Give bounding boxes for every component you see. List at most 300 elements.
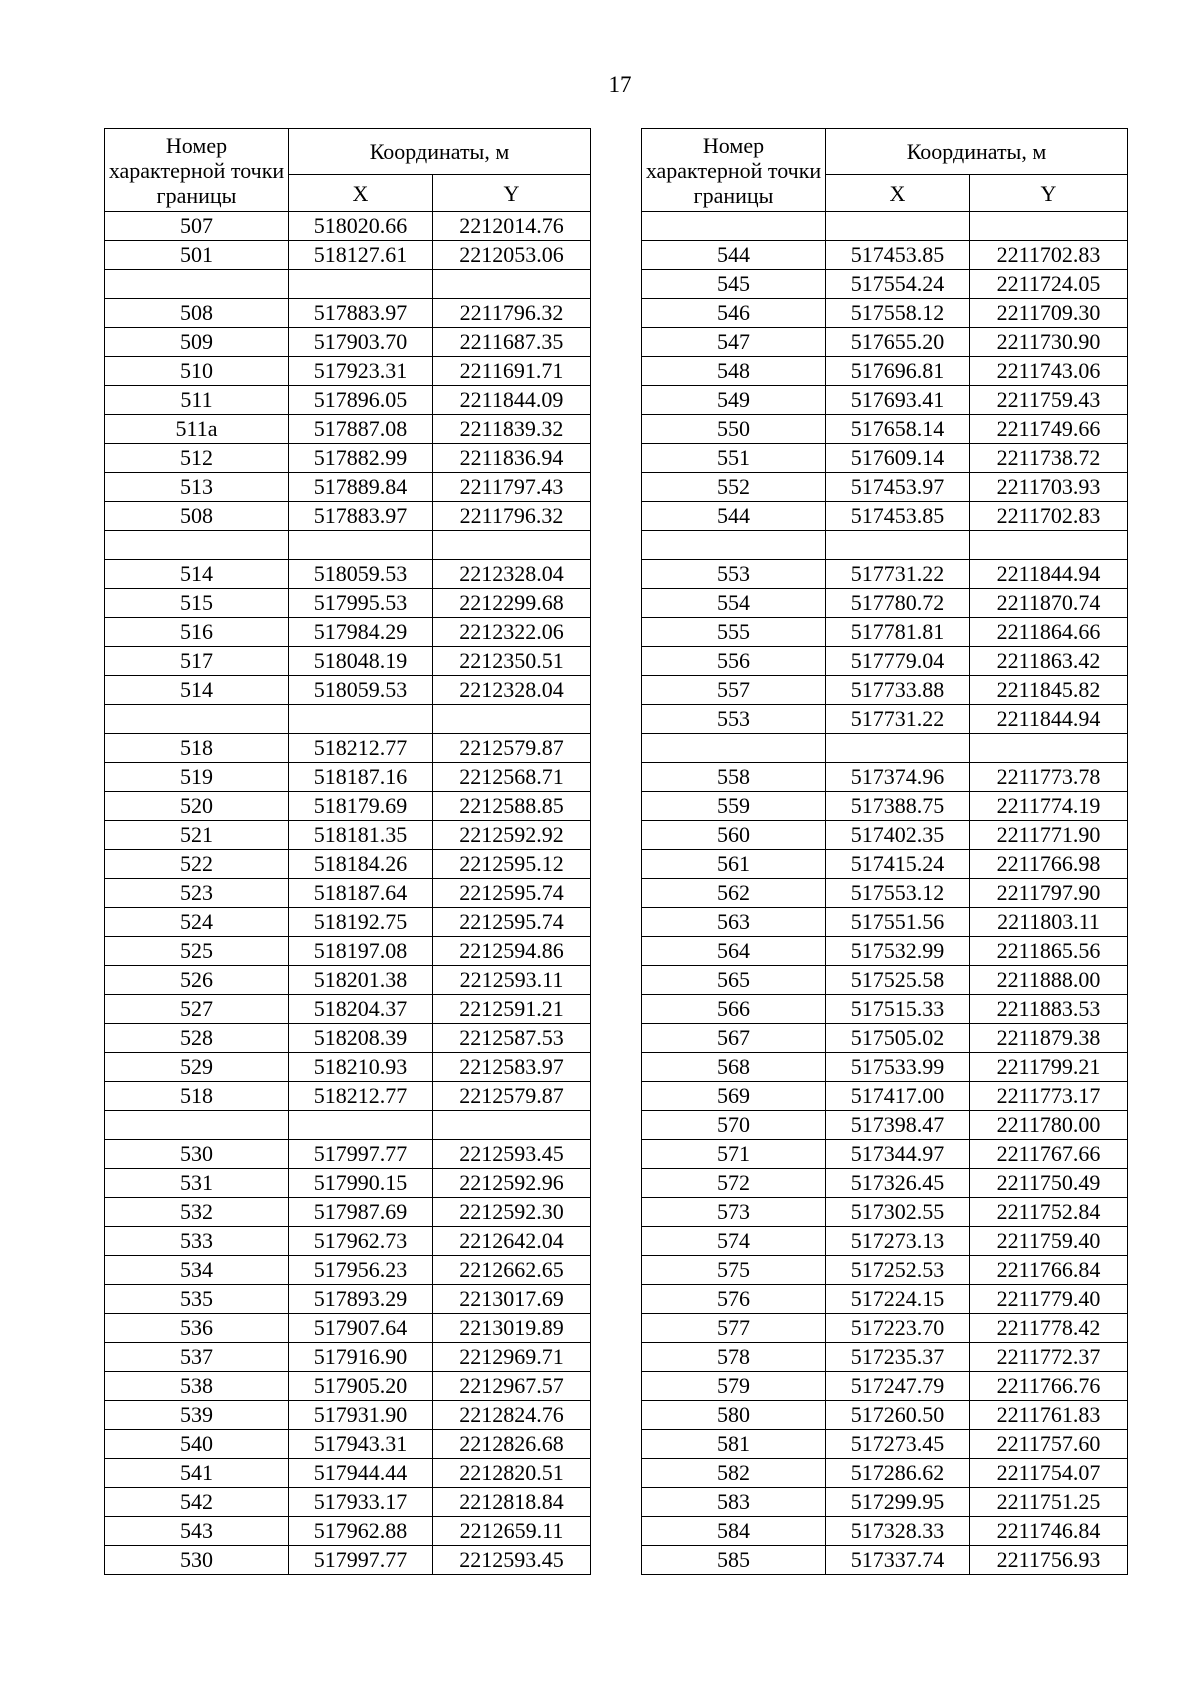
y-coordinate-cell: 2212595.12	[433, 850, 591, 879]
x-coordinate-cell: 518048.19	[289, 647, 433, 676]
y-coordinate-cell: 2212593.45	[433, 1546, 591, 1575]
y-coordinate-cell: 2211844.09	[433, 386, 591, 415]
table-row	[105, 1546, 591, 1575]
table-row	[642, 1314, 1128, 1343]
x-coordinate-cell: 518187.64	[289, 879, 433, 908]
table-row	[105, 299, 591, 328]
table-row	[642, 473, 1128, 502]
x-coordinate-cell: 517780.72	[826, 589, 970, 618]
y-coordinate-cell	[970, 531, 1128, 560]
y-coordinate-cell: 2211703.93	[970, 473, 1128, 502]
x-coordinate-cell: 518208.39	[289, 1024, 433, 1053]
x-coordinate-cell: 517779.04	[826, 647, 970, 676]
table-row	[105, 1401, 591, 1430]
x-coordinate-cell: 517923.31	[289, 357, 433, 386]
x-coordinate-cell: 517887.08	[289, 415, 433, 444]
x-coordinate-cell: 517554.24	[826, 270, 970, 299]
y-coordinate-cell	[433, 1111, 591, 1140]
y-column-header: Y	[433, 175, 591, 212]
x-coordinate-cell: 517883.97	[289, 299, 433, 328]
point-number-cell: 578	[642, 1343, 826, 1372]
point-number-cell: 577	[642, 1314, 826, 1343]
table-row	[642, 328, 1128, 357]
point-number-cell: 582	[642, 1459, 826, 1488]
point-number-cell: 520	[105, 792, 289, 821]
point-number-cell: 585	[642, 1546, 826, 1575]
point-number-cell: 524	[105, 908, 289, 937]
x-coordinate-cell: 517944.44	[289, 1459, 433, 1488]
table-row	[642, 1459, 1128, 1488]
x-coordinate-cell: 518210.93	[289, 1053, 433, 1082]
table-row	[105, 937, 591, 966]
point-number-cell: 552	[642, 473, 826, 502]
point-number-cell: 576	[642, 1285, 826, 1314]
table-row	[642, 444, 1128, 473]
table-row	[642, 415, 1128, 444]
x-coordinate-cell: 517235.37	[826, 1343, 970, 1372]
y-coordinate-cell: 2211879.38	[970, 1024, 1128, 1053]
y-coordinate-cell: 2211839.32	[433, 415, 591, 444]
point-number-header: Номер характерной точки границы	[105, 129, 289, 212]
table-row	[105, 328, 591, 357]
x-coordinate-cell: 517609.14	[826, 444, 970, 473]
point-number-cell: 584	[642, 1517, 826, 1546]
x-coordinate-cell: 517781.81	[826, 618, 970, 647]
point-number-cell: 511	[105, 386, 289, 415]
point-number-cell: 557	[642, 676, 826, 705]
point-number-cell: 534	[105, 1256, 289, 1285]
coordinates-table-right	[641, 128, 1128, 1575]
y-coordinate-cell	[970, 734, 1128, 763]
point-number-cell: 530	[105, 1140, 289, 1169]
table-row	[105, 241, 591, 270]
point-number-cell: 566	[642, 995, 826, 1024]
y-coordinate-cell: 2212579.87	[433, 734, 591, 763]
y-coordinate-cell: 2211803.11	[970, 908, 1128, 937]
x-coordinate-cell: 517733.88	[826, 676, 970, 705]
table-row	[642, 1517, 1128, 1546]
x-coordinate-cell: 518201.38	[289, 966, 433, 995]
point-number-cell: 528	[105, 1024, 289, 1053]
point-number-cell: 512	[105, 444, 289, 473]
point-number-cell: 527	[105, 995, 289, 1024]
table-row	[642, 1198, 1128, 1227]
x-coordinate-cell: 517337.74	[826, 1546, 970, 1575]
x-coordinate-cell: 517889.84	[289, 473, 433, 502]
x-coordinate-cell: 517962.88	[289, 1517, 433, 1546]
table-row	[642, 357, 1128, 386]
y-coordinate-cell: 2211766.84	[970, 1256, 1128, 1285]
point-number-cell: 539	[105, 1401, 289, 1430]
table-row	[105, 1256, 591, 1285]
page-number: 17	[608, 72, 632, 97]
table-row	[642, 879, 1128, 908]
x-coordinate-cell: 517402.35	[826, 821, 970, 850]
y-coordinate-cell: 2211759.43	[970, 386, 1128, 415]
point-number-cell: 554	[642, 589, 826, 618]
y-coordinate-cell: 2211774.19	[970, 792, 1128, 821]
table-row	[105, 1459, 591, 1488]
point-number-cell: 556	[642, 647, 826, 676]
x-coordinate-cell: 517984.29	[289, 618, 433, 647]
table-row	[105, 647, 591, 676]
table-row	[642, 966, 1128, 995]
point-number-cell: 542	[105, 1488, 289, 1517]
table-row	[642, 618, 1128, 647]
point-number-cell: 508	[105, 299, 289, 328]
y-coordinate-cell: 2211771.90	[970, 821, 1128, 850]
table-row	[105, 1227, 591, 1256]
x-coordinate-cell: 517896.05	[289, 386, 433, 415]
x-coordinate-cell: 517398.47	[826, 1111, 970, 1140]
point-number-cell: 553	[642, 705, 826, 734]
table-row	[105, 850, 591, 879]
table-row	[642, 386, 1128, 415]
point-number-cell: 575	[642, 1256, 826, 1285]
y-coordinate-cell	[970, 212, 1128, 241]
y-coordinate-cell: 2212642.04	[433, 1227, 591, 1256]
y-coordinate-cell: 2212659.11	[433, 1517, 591, 1546]
point-number-cell: 536	[105, 1314, 289, 1343]
x-coordinate-cell: 518204.37	[289, 995, 433, 1024]
y-coordinate-cell: 2212591.21	[433, 995, 591, 1024]
table-row	[105, 1024, 591, 1053]
x-coordinate-cell: 518192.75	[289, 908, 433, 937]
table-row	[105, 212, 591, 241]
point-number-cell: 565	[642, 966, 826, 995]
y-coordinate-cell: 2211738.72	[970, 444, 1128, 473]
table-row	[105, 676, 591, 705]
point-number-cell: 559	[642, 792, 826, 821]
point-number-cell	[642, 531, 826, 560]
y-coordinate-cell: 2211844.94	[970, 705, 1128, 734]
x-coordinate-cell	[289, 1111, 433, 1140]
y-coordinate-cell: 2212588.85	[433, 792, 591, 821]
table-row	[642, 1169, 1128, 1198]
table-row	[642, 995, 1128, 1024]
point-number-cell: 548	[642, 357, 826, 386]
y-coordinate-cell: 2211752.84	[970, 1198, 1128, 1227]
x-coordinate-cell: 517302.55	[826, 1198, 970, 1227]
x-coordinate-cell: 517273.13	[826, 1227, 970, 1256]
point-number-cell: 583	[642, 1488, 826, 1517]
table-row	[642, 299, 1128, 328]
point-number-cell: 572	[642, 1169, 826, 1198]
x-coordinate-cell: 518212.77	[289, 734, 433, 763]
x-coordinate-cell	[826, 531, 970, 560]
x-coordinate-cell: 517943.31	[289, 1430, 433, 1459]
x-coordinate-cell: 517326.45	[826, 1169, 970, 1198]
table-row	[105, 618, 591, 647]
point-number-cell: 537	[105, 1343, 289, 1372]
x-column-header: X	[826, 175, 970, 212]
x-coordinate-cell: 517997.77	[289, 1546, 433, 1575]
x-coordinate-cell	[289, 270, 433, 299]
y-coordinate-cell: 2211844.94	[970, 560, 1128, 589]
point-number-cell: 570	[642, 1111, 826, 1140]
y-coordinate-cell: 2212595.74	[433, 879, 591, 908]
table-row	[642, 1256, 1128, 1285]
x-coordinate-cell: 518187.16	[289, 763, 433, 792]
y-coordinate-cell: 2211750.49	[970, 1169, 1128, 1198]
table-row	[642, 937, 1128, 966]
coordinates-table-left	[104, 128, 591, 1575]
y-coordinate-cell: 2211749.66	[970, 415, 1128, 444]
point-number-cell: 569	[642, 1082, 826, 1111]
point-number-cell: 579	[642, 1372, 826, 1401]
y-coordinate-cell: 2212593.11	[433, 966, 591, 995]
point-number-cell: 560	[642, 821, 826, 850]
x-coordinate-cell: 517903.70	[289, 328, 433, 357]
x-coordinate-cell: 518127.61	[289, 241, 433, 270]
x-coordinate-cell: 517525.58	[826, 966, 970, 995]
y-coordinate-cell: 2213017.69	[433, 1285, 591, 1314]
y-coordinate-cell	[433, 705, 591, 734]
point-number-cell: 544	[642, 502, 826, 531]
point-number-cell: 573	[642, 1198, 826, 1227]
table-row	[642, 270, 1128, 299]
y-coordinate-cell: 2212967.57	[433, 1372, 591, 1401]
table-row	[642, 705, 1128, 734]
table-row	[642, 1285, 1128, 1314]
y-coordinate-cell: 2212969.71	[433, 1343, 591, 1372]
point-number-cell: 531	[105, 1169, 289, 1198]
table-row	[642, 1372, 1128, 1401]
table-row	[642, 1024, 1128, 1053]
point-number-cell: 574	[642, 1227, 826, 1256]
point-number-cell: 551	[642, 444, 826, 473]
x-coordinate-cell	[289, 531, 433, 560]
table-row	[642, 821, 1128, 850]
x-coordinate-cell	[289, 705, 433, 734]
table-row	[642, 1430, 1128, 1459]
table-row	[105, 966, 591, 995]
table-row	[105, 734, 591, 763]
table-row	[105, 386, 591, 415]
y-coordinate-cell: 2211864.66	[970, 618, 1128, 647]
table-row	[642, 1111, 1128, 1140]
x-coordinate-cell: 517995.53	[289, 589, 433, 618]
y-coordinate-cell: 2211772.37	[970, 1343, 1128, 1372]
y-coordinate-cell: 2211709.30	[970, 299, 1128, 328]
y-coordinate-cell	[433, 531, 591, 560]
y-coordinate-cell: 2212824.76	[433, 1401, 591, 1430]
y-coordinate-cell: 2211767.66	[970, 1140, 1128, 1169]
y-coordinate-cell: 2211754.07	[970, 1459, 1128, 1488]
point-number-cell: 521	[105, 821, 289, 850]
point-number-cell: 514	[105, 560, 289, 589]
x-coordinate-cell: 517299.95	[826, 1488, 970, 1517]
y-coordinate-cell: 2211766.76	[970, 1372, 1128, 1401]
x-coordinate-cell: 517453.85	[826, 241, 970, 270]
y-coordinate-cell: 2212583.97	[433, 1053, 591, 1082]
x-coordinate-cell: 517883.97	[289, 502, 433, 531]
x-coordinate-cell: 517374.96	[826, 763, 970, 792]
point-number-cell	[105, 531, 289, 560]
x-coordinate-cell: 517551.56	[826, 908, 970, 937]
point-number-cell: 508	[105, 502, 289, 531]
table-row	[105, 1111, 591, 1140]
table-row	[642, 734, 1128, 763]
x-coordinate-cell: 517731.22	[826, 705, 970, 734]
x-coordinate-cell: 518212.77	[289, 1082, 433, 1111]
y-column-header: Y	[970, 175, 1128, 212]
table-row	[642, 560, 1128, 589]
point-number-cell	[105, 705, 289, 734]
y-coordinate-cell: 2212592.96	[433, 1169, 591, 1198]
point-number-cell: 558	[642, 763, 826, 792]
table-row	[105, 1372, 591, 1401]
y-coordinate-cell: 2211865.56	[970, 937, 1128, 966]
point-number-cell: 543	[105, 1517, 289, 1546]
y-coordinate-cell: 2211687.35	[433, 328, 591, 357]
point-number-cell: 568	[642, 1053, 826, 1082]
point-number-cell	[642, 734, 826, 763]
y-coordinate-cell: 2211766.98	[970, 850, 1128, 879]
point-number-cell: 522	[105, 850, 289, 879]
x-coordinate-cell: 517882.99	[289, 444, 433, 473]
point-number-cell: 567	[642, 1024, 826, 1053]
point-number-cell: 540	[105, 1430, 289, 1459]
x-coordinate-cell: 517273.45	[826, 1430, 970, 1459]
table-row	[642, 676, 1128, 705]
table-row	[105, 705, 591, 734]
x-coordinate-cell: 517558.12	[826, 299, 970, 328]
point-number-cell: 546	[642, 299, 826, 328]
point-number-cell: 563	[642, 908, 826, 937]
x-coordinate-cell: 518184.26	[289, 850, 433, 879]
y-coordinate-cell: 2212568.71	[433, 763, 591, 792]
y-coordinate-cell: 2211702.83	[970, 241, 1128, 270]
point-number-cell: 529	[105, 1053, 289, 1082]
table-row	[105, 415, 591, 444]
point-number-cell: 541	[105, 1459, 289, 1488]
y-coordinate-cell: 2211756.93	[970, 1546, 1128, 1575]
point-number-cell: 517	[105, 647, 289, 676]
y-coordinate-cell: 2212594.86	[433, 937, 591, 966]
y-coordinate-cell: 2212662.65	[433, 1256, 591, 1285]
table-row	[105, 1343, 591, 1372]
y-coordinate-cell: 2212299.68	[433, 589, 591, 618]
y-coordinate-cell: 2212328.04	[433, 676, 591, 705]
point-number-cell: 549	[642, 386, 826, 415]
point-number-cell: 544	[642, 241, 826, 270]
point-number-cell: 555	[642, 618, 826, 647]
y-coordinate-cell: 2211845.82	[970, 676, 1128, 705]
x-coordinate-cell: 517893.29	[289, 1285, 433, 1314]
y-coordinate-cell: 2212826.68	[433, 1430, 591, 1459]
x-coordinate-cell: 517453.97	[826, 473, 970, 502]
x-coordinate-cell: 517344.97	[826, 1140, 970, 1169]
point-number-cell: 562	[642, 879, 826, 908]
point-number-cell: 561	[642, 850, 826, 879]
x-coordinate-cell	[826, 212, 970, 241]
x-coordinate-cell: 517655.20	[826, 328, 970, 357]
point-number-cell	[105, 1111, 289, 1140]
y-coordinate-cell: 2211870.74	[970, 589, 1128, 618]
point-number-cell: 571	[642, 1140, 826, 1169]
y-coordinate-cell: 2213019.89	[433, 1314, 591, 1343]
point-number-cell: 501	[105, 241, 289, 270]
x-coordinate-cell: 517247.79	[826, 1372, 970, 1401]
x-coordinate-cell: 517515.33	[826, 995, 970, 1024]
table-row	[105, 1488, 591, 1517]
table-row	[105, 1198, 591, 1227]
table-row	[642, 1488, 1128, 1517]
y-coordinate-cell: 2211724.05	[970, 270, 1128, 299]
y-coordinate-cell: 2211888.00	[970, 966, 1128, 995]
y-coordinate-cell: 2211796.32	[433, 299, 591, 328]
x-coordinate-cell: 517532.99	[826, 937, 970, 966]
x-coordinate-cell: 517223.70	[826, 1314, 970, 1343]
point-number-cell: 515	[105, 589, 289, 618]
x-coordinate-cell: 517987.69	[289, 1198, 433, 1227]
y-coordinate-cell: 2212595.74	[433, 908, 591, 937]
table-row	[105, 763, 591, 792]
y-coordinate-cell: 2211797.90	[970, 879, 1128, 908]
x-coordinate-cell: 518059.53	[289, 676, 433, 705]
y-coordinate-cell: 2212053.06	[433, 241, 591, 270]
y-coordinate-cell: 2211796.32	[433, 502, 591, 531]
table-row	[642, 212, 1128, 241]
point-number-cell: 581	[642, 1430, 826, 1459]
x-coordinate-cell: 518197.08	[289, 937, 433, 966]
y-coordinate-cell: 2212587.53	[433, 1024, 591, 1053]
y-coordinate-cell	[433, 270, 591, 299]
x-coordinate-cell: 517417.00	[826, 1082, 970, 1111]
x-coordinate-cell: 517453.85	[826, 502, 970, 531]
y-coordinate-cell: 2212592.92	[433, 821, 591, 850]
table-row	[105, 589, 591, 618]
table-row	[105, 560, 591, 589]
y-coordinate-cell: 2211761.83	[970, 1401, 1128, 1430]
point-number-cell: 510	[105, 357, 289, 386]
point-number-cell: 538	[105, 1372, 289, 1401]
table-row	[105, 1082, 591, 1111]
x-coordinate-cell: 517388.75	[826, 792, 970, 821]
x-coordinate-cell: 517252.53	[826, 1256, 970, 1285]
table-row	[642, 1401, 1128, 1430]
table-row	[105, 1140, 591, 1169]
point-number-cell: 523	[105, 879, 289, 908]
y-coordinate-cell: 2211691.71	[433, 357, 591, 386]
point-number-header: Номер характерной точки границы	[642, 129, 826, 212]
x-coordinate-cell: 517933.17	[289, 1488, 433, 1517]
y-coordinate-cell: 2211780.00	[970, 1111, 1128, 1140]
x-column-header: X	[289, 175, 433, 212]
y-coordinate-cell: 2211702.83	[970, 502, 1128, 531]
point-number-cell: 535	[105, 1285, 289, 1314]
table-row	[642, 763, 1128, 792]
x-coordinate-cell: 517931.90	[289, 1401, 433, 1430]
table-row	[105, 908, 591, 937]
table-row	[642, 1227, 1128, 1256]
x-coordinate-cell: 517553.12	[826, 879, 970, 908]
table-row	[105, 1285, 591, 1314]
x-coordinate-cell: 518059.53	[289, 560, 433, 589]
x-coordinate-cell: 517731.22	[826, 560, 970, 589]
table-row	[105, 1517, 591, 1546]
table-row	[105, 357, 591, 386]
table-row	[642, 531, 1128, 560]
table-row	[105, 473, 591, 502]
point-number-cell: 533	[105, 1227, 289, 1256]
table-row	[105, 1314, 591, 1343]
x-coordinate-cell: 517962.73	[289, 1227, 433, 1256]
point-number-cell: 509	[105, 328, 289, 357]
point-number-cell: 526	[105, 966, 289, 995]
x-coordinate-cell: 517533.99	[826, 1053, 970, 1082]
